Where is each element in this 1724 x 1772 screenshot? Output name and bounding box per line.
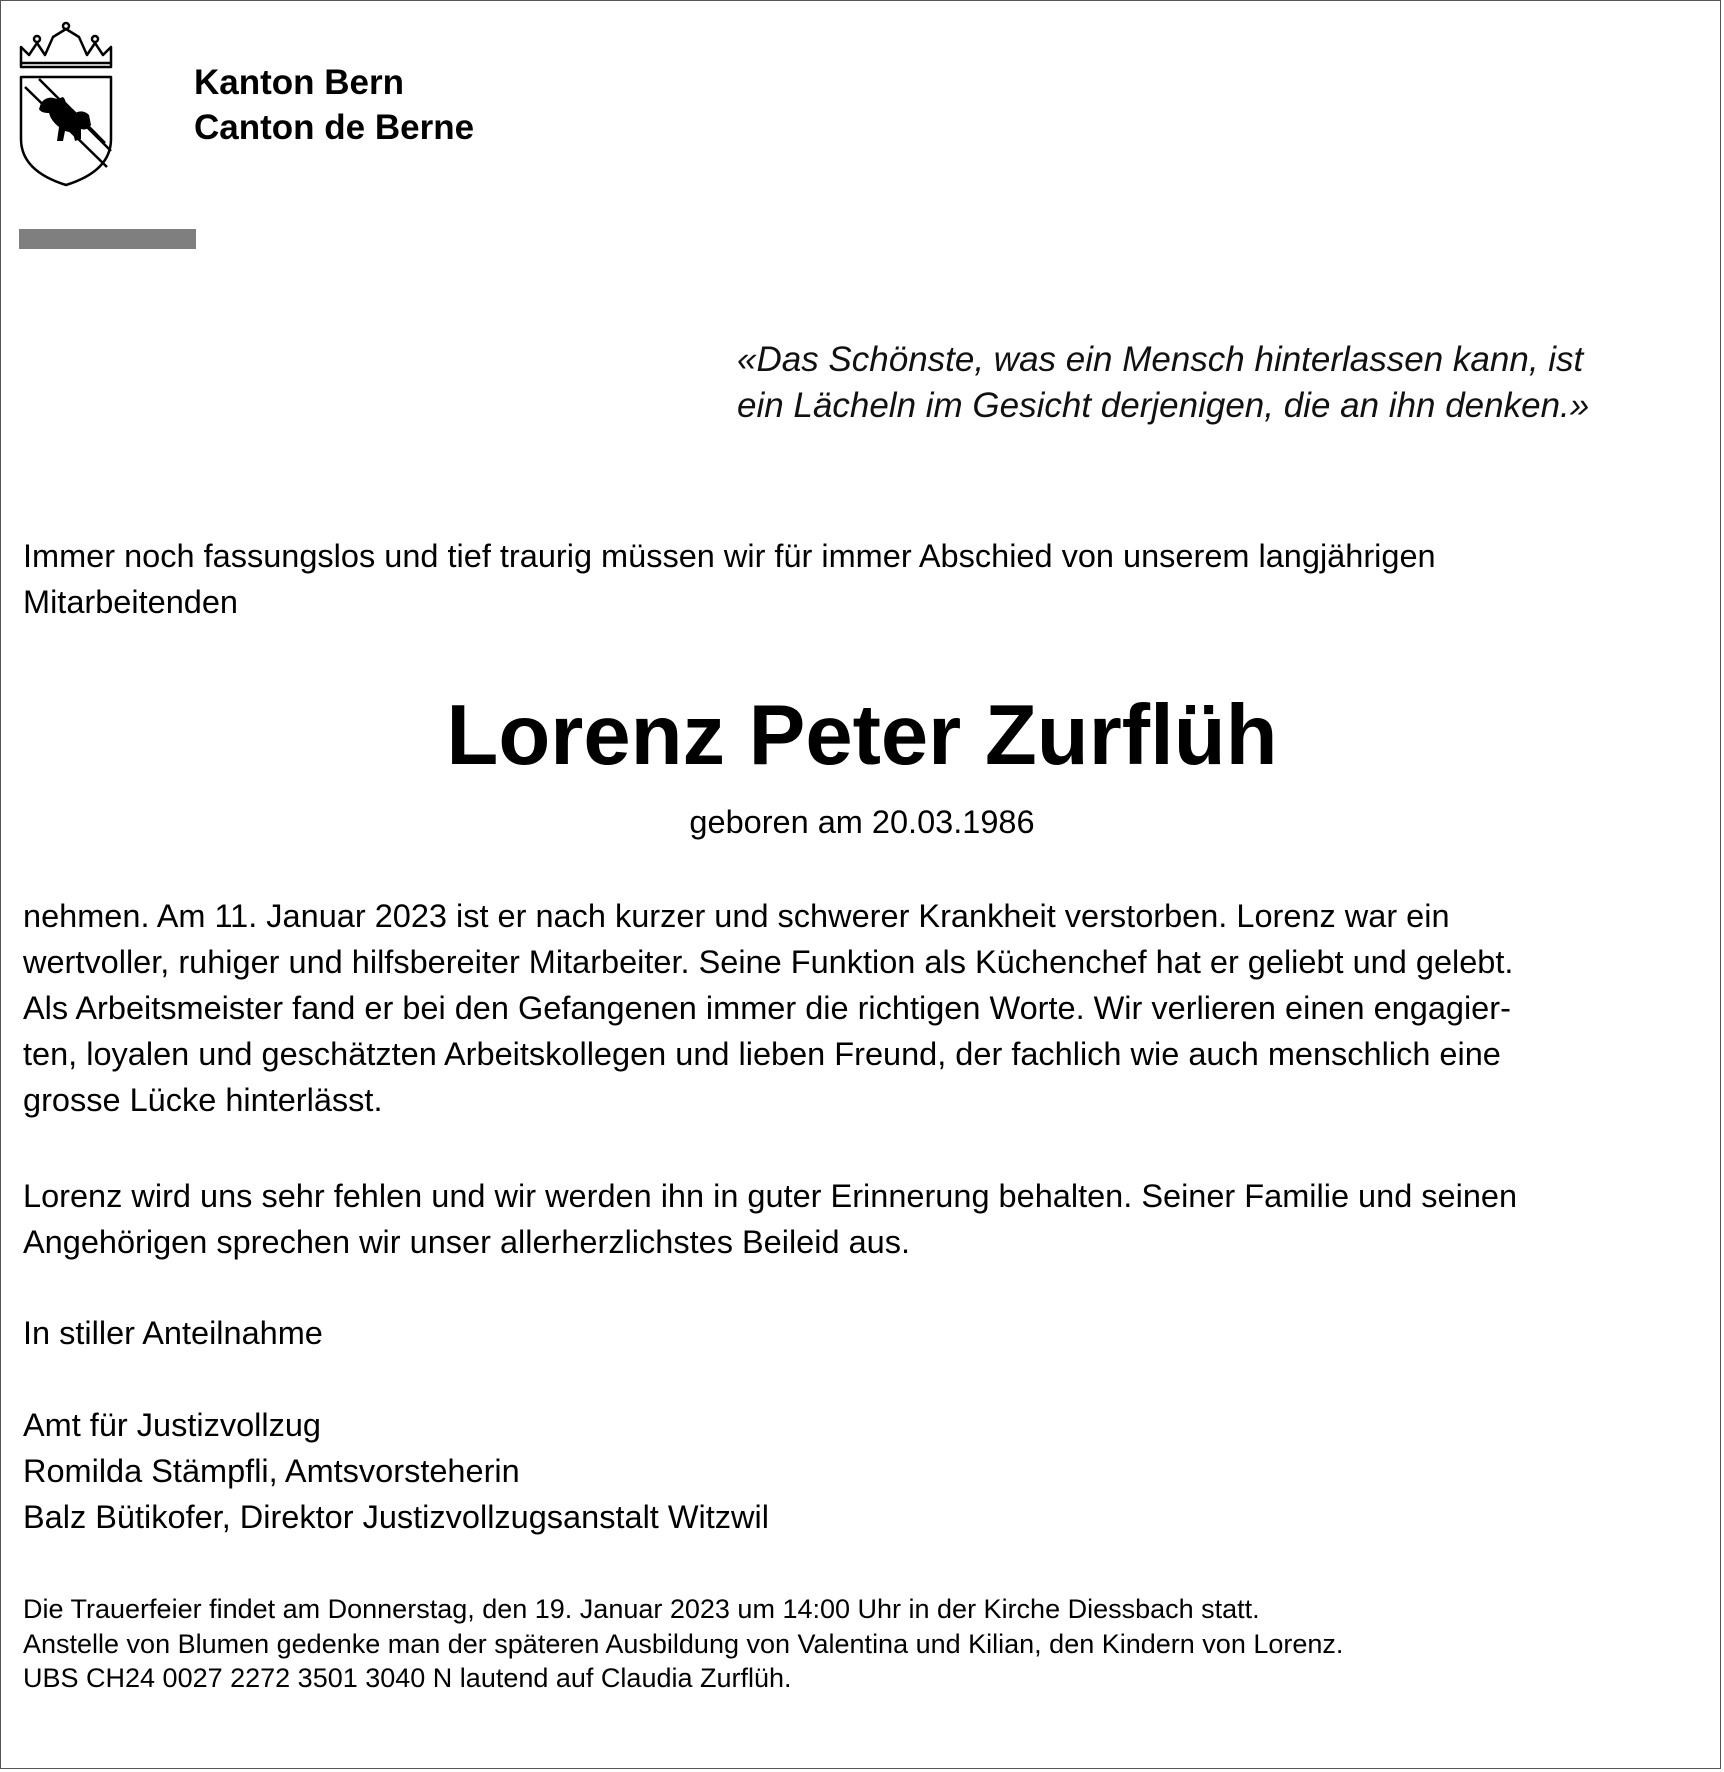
signatories: [23, 1402, 769, 1540]
condolence-line: Lorenz wird uns sehr fehlen und wir werden ihn in guter Erinnerung behalten. Seiner Familie und seinen: [23, 1178, 1518, 1214]
deceased-name: Lorenz Peter Zurflüh: [446, 688, 1278, 783]
signatory-line: Romilda Stämpfli, Amtsvorsteherin: [23, 1453, 520, 1489]
body-paragraph: [23, 893, 1703, 1123]
body-line: wertvoller, ruhiger und hilfsbereiter Mitarbeiter. Seine Funktion als Küchenchef hat er geliebt und gelebt.: [23, 944, 1514, 980]
quote-line: «Das Schönste, was ein Mensch hinterlassen kann, ist: [737, 340, 1584, 379]
intro-line: Mitarbeitenden: [23, 584, 238, 620]
closing-text: In stiller Anteilnahme: [23, 1315, 323, 1351]
organization-name: [194, 60, 474, 150]
body-line: nehmen. Am 11. Januar 2023 ist er nach kurzer und schwerer Krankheit verstorben. Lorenz war ein: [23, 898, 1450, 934]
intro-line: Immer noch fassungslos und tief traurig müssen wir für immer Abschied von unserem langjährigen: [23, 538, 1436, 574]
funeral-info-line: Die Trauerfeier findet am Donnerstag, den 19. Januar 2023 um 14:00 Uhr in der Kirche Diessbach statt.: [23, 1594, 1260, 1624]
signatory-line: Amt für Justizvollzug: [23, 1407, 322, 1443]
body-line: ten, loyalen und geschätzten Arbeitskollegen und lieben Freund, der fachlich wie auch menschlich eine: [23, 1036, 1501, 1072]
bern-coat-of-arms-icon: [17, 21, 115, 189]
memorial-quote: [737, 337, 1697, 429]
birth-date: geboren am 20.03.1986: [689, 804, 1035, 840]
body-line: grosse Lücke hinterlässt.: [23, 1082, 383, 1118]
accent-bar: [19, 229, 196, 249]
funeral-info-line: UBS CH24 0027 2272 3501 3040 N lautend auf Claudia Zurflüh.: [23, 1663, 792, 1693]
body-line: Als Arbeitsmeister fand er bei den Gefangenen immer die richtigen Worte. Wir verlieren einen engagier-: [23, 990, 1511, 1026]
organization-name-fr: Canton de Berne: [194, 108, 475, 147]
condolence-line: Angehörigen sprechen wir unser allerherzlichstes Beileid aus.: [23, 1224, 911, 1260]
signatory-line: Balz Bütikofer, Direktor Justizvollzugsanstalt Witzwil: [23, 1499, 769, 1535]
organization-name-de: Kanton Bern: [194, 63, 404, 102]
intro-paragraph: [23, 533, 1703, 625]
funeral-info: [23, 1592, 1343, 1696]
quote-line: ein Lächeln im Gesicht derjenigen, die an ihn denken.»: [737, 386, 1590, 425]
condolence-paragraph: [23, 1173, 1713, 1265]
funeral-info-line: Anstelle von Blumen gedenke man der späteren Ausbildung von Valentina und Kilian, den Kindern von Lorenz.: [23, 1628, 1344, 1659]
